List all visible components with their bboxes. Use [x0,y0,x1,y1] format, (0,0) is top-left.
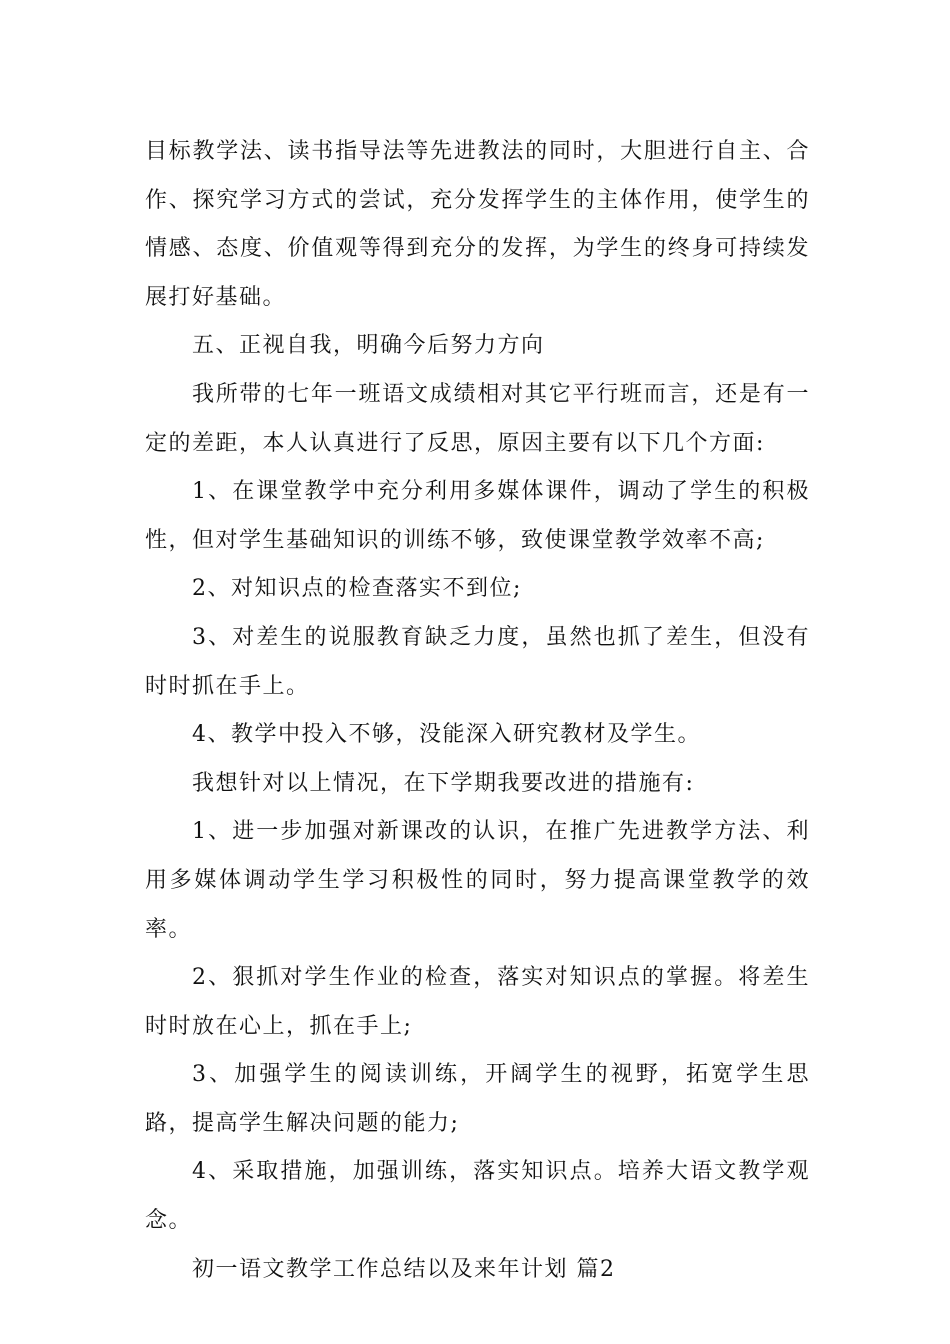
measure-item-3: 3、加强学生的阅读训练，开阔学生的视野，拓宽学生思路，提高学生解决问题的能力; [145,1062,810,1136]
measure-item-4: 4、采取措施，加强训练，落实知识点。培养大语文教学观念。 [145,1159,810,1234]
paragraph-measures-intro: 我想针对以上情况，在下学期我要改进的措施有: [192,770,695,796]
reason-item-3: 3、对差生的说服教育缺乏力度，虽然也抓了差生，但没有时时抓在手上。 [145,624,810,699]
reason-item-4: 4、教学中投入不够，没能深入研究教材及学生。 [192,722,701,748]
reason-item-1: 1、在课堂教学中充分利用多媒体课件，调动了学生的积极性，但对学生基础知识的训练不够，致使课堂教学效率不高; [145,479,810,553]
next-article-title: 初一语文教学工作总结以及来年计划 篇2 [192,1256,616,1282]
measure-item-1: 1、进一步加强对新课改的认识，在推广先进教学方法、利用多媒体调动学生学习积极性的同时，努力提高课堂教学的效率。 [145,819,810,942]
reason-item-2: 2、对知识点的检查落实不到位; [192,576,522,602]
document-body [145,128,810,1294]
paragraph-goals-continuation: 目标教学法、读书指导法等先进教法的同时，大胆进行自主、合作、探究学习方式的尝试，充分发挥学生的主体作用，使学生的情感、态度、价值观等得到充分的发挥，为学生的终身可持续发展打好基础。 [145,139,810,310]
measure-item-2: 2、狠抓对学生作业的检查，落实对知识点的掌握。将差生时时放在心上，抓在手上; [145,965,810,1039]
section-heading-five: 五、正视自我，明确今后努力方向 [192,333,545,359]
paragraph-reflection-intro: 我所带的七年一班语文成绩相对其它平行班而言，还是有一定的差距，本人认真进行了反思，原因主要有以下几个方面: [145,381,810,456]
